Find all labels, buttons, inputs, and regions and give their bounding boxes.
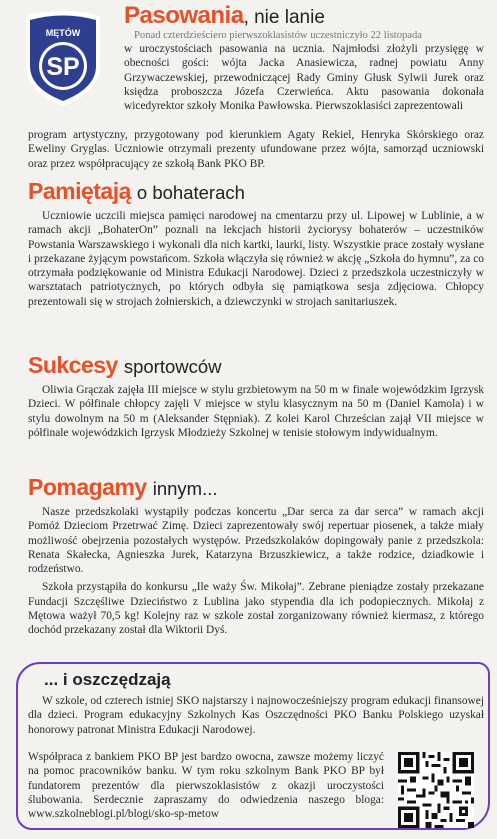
section-paragraph: Współpraca z bankiem PKO BP jest bardzo owocna, zawsze możemy liczyć na pomoc pracowników banku. W tym roku szkolnym Bank PKO BP był fundatorem prezentów dla pierwszoklasistów z okazji uroczystości ślubowania. Serdecznie zapraszamy do odwiedzenia naszego bloga: www.szkolneblogi.pl/blogi/sko-sp-metow [28, 751, 384, 821]
section-title-bold: Pomagamy [28, 474, 147, 500]
section-title-rest: innym... [152, 478, 218, 499]
section-paragraph: program artystyczny, przygotowany pod kierunkiem Agaty Rekiel, Henryka Skórskiego oraz Eweliny Gryglas. Uczniowie otrzymali prezenty ufundowane przez wójta, samorząd uczniowski oraz przez współpracujący ze szkołą Bank PKO BP. [28, 129, 484, 170]
section-pomagamy [28, 474, 484, 638]
badge-top-text: MĘTÓW [45, 28, 81, 38]
school-badge-icon [20, 8, 106, 108]
section-oszczedzaja-title: ... i oszczędzają [44, 670, 171, 689]
section-pamietaja [28, 178, 484, 309]
section-title-bold: Pasowania [124, 2, 244, 29]
badge-letters: SP [46, 53, 80, 81]
section-paragraph: W szkole, od czterech istniej SKO najstarszy i najnowocześniejszy program edukacji finansowej dla dzieci. Program edukacyjny Szkolnych Kas Oszczędności PKO Banku Polskiego uzyskał honorowy patronat Ministra Edukacji Narodowej. [28, 695, 484, 736]
section-sukcesy [28, 352, 484, 440]
section-title-bold: Pamiętają [28, 178, 131, 204]
section-title-rest: o bohaterach [136, 182, 245, 203]
section-pasowania-intro [124, 30, 484, 113]
section-meta-line: Ponad czterdzieściero pierwszoklasistów uczestniczyło 22 listopada [134, 30, 422, 41]
section-paragraph: Nasze przedszkolaki wystąpiły podczas koncertu „Dar serca za dar serca” w ramach akcji Pomóż Dzieciom Przetrwać Zimę. Dzieci zaprezentowały swój repertuar piosenek, a także miały możliwość obejrzenia pozostałych występów. Przedszkolaków dopingowały panie z przedszkola: Renata Skałecka, Agnieszka Jurek, Katarzyna Brzuszkiewicz, a także rodzice, dziadkowie i rodzeństwo. [28, 506, 484, 576]
section-pasowania-header [124, 2, 484, 30]
section-paragraph: Uczniowie uczcili miejsca pamięci narodowej na cmentarzu przy ul. Lipowej w Lublinie, a w ramach akcji „BohaterOn” poznali na lekcjach historii życiorysy bohaterów – uczestników Powstania Warszawskiego i wykonali dla nich kartki, laurki, listy. Wszystkie prace zostały wysłane i przekazane żyjącym powstańcom. Szkoła włączyła się również w akcję „Szkoła do hymnu”, za co otrzymała podziękowanie od Ministra Edukacji Narodowej. Dzieci z przedszkola uczestniczyły w warsztatach patriotycznych, po których odbyła się pamiątkowa sesja zdjęciowa. Chłopcy prezentowali się w strojach żołnierskich, a dziewczynki w strojach sanitariuszek. [28, 210, 484, 308]
section-title-bold: Sukcesy [28, 352, 118, 378]
qr-code-icon[interactable] [398, 752, 474, 828]
section-title-rest: , nie lanie [243, 7, 325, 28]
section-paragraph: Szkoła przystąpiła do konkursu „Ile waży Św. Mikołaj”. Zebrane pieniądze zostały przekazane Fundacji Szczęśliwe Dzieciństwo z Lublina jako stypendia dla ich podopiecznych. Mikołaj z Mętowa ważył 70,5 kg! Kolejny raz w szkole został zorganizowany również kiermasz, z którego dochód przekazany został dla Wiktorii Dyś. [28, 581, 484, 637]
section-paragraph: w uroczystościach pasowania na ucznia. Najmłodsi złożyli przysięgę w obecności gości: wójta Jacka Anasiewicza, radnej powiatu Anny Grzywaczewskiej, przewodniczącej Rady Gminy Głusk Sylwii Jurek oraz księdza proboszcza Józefa Czerwieńca. Aktu pasowania dokonała wicedyrektor szkoły Monika Pawłowska. Pierwszoklasiści zaprezentowali [124, 43, 484, 113]
section-paragraph: Oliwia Grączak zajęła III miejsce w stylu grzbietowym na 50 m w finale wojewódzkim Igrzysk Dzieci. W półfinale chłopcy zajęli V miejsce w stylu klasycznym na 50 m (Daniel Kamola) i w stylu dowolnym na 50 m (Aleksander Stępniak). Z kolei Karol Chrześcian zajął VII miejsce w półfinale wojewódzkich Igrzysk Młodzieży Szkolnej w tenisie stołowym indywidualnym. [28, 384, 484, 439]
section-title-rest: sportowców [123, 356, 222, 377]
section-pasowania-body [28, 128, 484, 171]
